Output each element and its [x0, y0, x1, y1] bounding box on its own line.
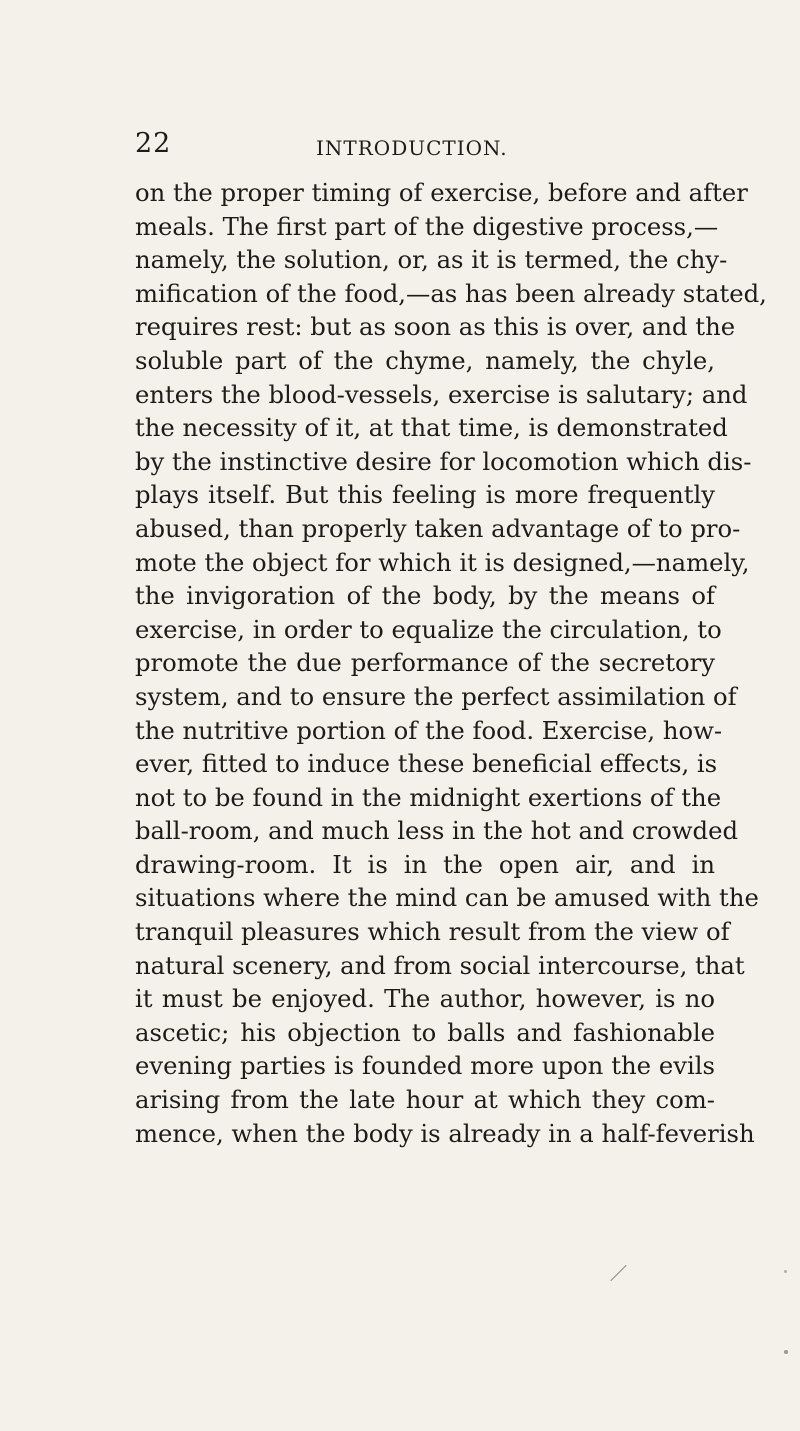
text-line: mote the object for which it is designed,—namely, [135, 547, 750, 577]
stray-mark [784, 1350, 788, 1354]
text-line: it must be enjoyed. The author, however, is no [135, 984, 715, 1014]
text-line: by the instinctive desire for locomotion which dis- [135, 446, 752, 476]
text-line: natural scenery, and from social intercourse, that [135, 950, 745, 980]
text-line: requires rest: but as soon as this is over, and the [135, 312, 736, 342]
text-line: plays itself. But this feeling is more frequently [135, 480, 715, 510]
text-line: tranquil pleasures which result from the view of [135, 917, 730, 947]
text-line: system, and to ensure the perfect assimilation of [135, 681, 737, 711]
stray-mark [610, 1265, 626, 1281]
text-line: enters the blood-vessels, exercise is salutary; and [135, 379, 748, 409]
text-line: promote the due performance of the secretory [135, 648, 715, 678]
stray-mark [784, 1270, 787, 1273]
text-line: exercise, in order to equalize the circulation, to [135, 614, 722, 644]
text-line: ball-room, and much less in the hot and crowded [135, 816, 738, 846]
text-line: mence, when the body is already in a half-feverish [135, 1118, 755, 1148]
text-line: situations where the mind can be amused with the [135, 883, 759, 913]
text-line: ascetic; his objection to balls and fashionable [135, 1017, 715, 1047]
running-head: INTRODUCTION. [316, 136, 508, 160]
text-line: on the proper timing of exercise, before and after [135, 178, 748, 207]
text-line: mification of the food,—as has been already stated, [135, 278, 767, 308]
text-line: evening parties is founded more upon the evils [135, 1051, 715, 1081]
text-line: drawing-room. It is in the open air, and in [135, 849, 715, 879]
page-header [135, 128, 735, 162]
text-line: soluble part of the chyme, namely, the chyle, [135, 345, 715, 375]
body-text [135, 176, 767, 1150]
text-line: the nutritive portion of the food. Exercise, how- [135, 715, 723, 745]
text-line: meals. The first part of the digestive process,— [135, 211, 719, 241]
text-line: not to be found in the midnight exertions of the [135, 782, 722, 812]
text-line: ever, fitted to induce these beneficial effects, is [135, 749, 718, 779]
text-line: the invigoration of the body, by the means of [135, 581, 715, 611]
text-line: arising from the late hour at which they com- [135, 1085, 715, 1115]
page-number: 22 [135, 128, 172, 159]
text-line: the necessity of it, at that time, is demonstrated [135, 413, 728, 443]
text-line: abused, than properly taken advantage of to pro- [135, 513, 741, 543]
text-line: namely, the solution, or, as it is termed, the chy- [135, 245, 728, 275]
